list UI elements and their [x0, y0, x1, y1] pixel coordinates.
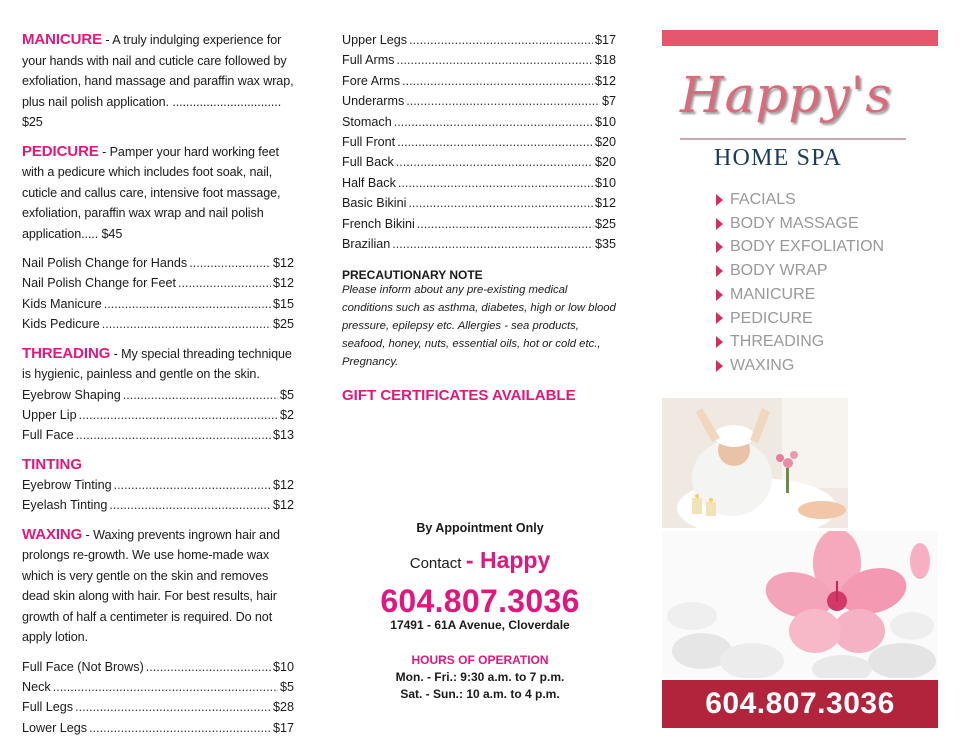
- pedicure-description: - Pamper your hard working feet with a pedicure which includes foot soak, nail, cuticle and callus care, intensive foot massage, exfoliation, paraffin wax wrap and nail polish application..... $45: [22, 144, 281, 241]
- dot-leader: [189, 253, 271, 273]
- price-item-label: Neck: [22, 680, 51, 695]
- service-label: BODY MASSAGE: [730, 214, 859, 232]
- waxing-price-row: [22, 697, 294, 717]
- manicure-section: [22, 30, 294, 133]
- threading-section: [22, 344, 294, 385]
- phone-banner: 604.807.3036: [662, 680, 938, 728]
- price-item-label: Upper Lip: [22, 408, 77, 423]
- contact-line: [370, 547, 590, 574]
- waxing-price-row: [22, 677, 294, 697]
- waxing-price-row: [342, 173, 616, 193]
- waxing-price-row: [342, 71, 616, 91]
- price-item-label: Eyebrow Shaping: [22, 387, 121, 402]
- dot-leader: [402, 71, 593, 91]
- price-value: $2: [279, 408, 294, 423]
- price-value: $12: [272, 477, 294, 492]
- contact-name: - Happy: [465, 547, 551, 573]
- price-value: $20: [594, 155, 616, 170]
- manicure-heading: MANICURE: [22, 31, 103, 48]
- waxing-price-row: [342, 234, 616, 254]
- price-value: $28: [272, 700, 294, 715]
- triangle-bullet-icon: [716, 336, 723, 348]
- price-value: $17: [594, 33, 616, 47]
- dot-leader: [102, 314, 271, 334]
- waxing-price-row: [342, 112, 616, 132]
- dot-leader: [392, 234, 593, 254]
- middle-column: [342, 30, 616, 404]
- services-list: [716, 188, 884, 378]
- waxing-section: [22, 525, 294, 648]
- dot-leader: [76, 425, 271, 445]
- tinting-price-list: [22, 475, 294, 516]
- precautionary-note-text: Please inform about any pre-existing medical conditions such as asthma, diabetes, high or low blood pressure, epilepsy etc. Allergies - sea products, seafood, honey, nuts, essential oils, hot or cold etc., Pregnancy.: [342, 284, 616, 368]
- nail-price-row: [22, 314, 294, 334]
- dot-leader: [114, 475, 271, 495]
- waxing-price-row: [342, 91, 616, 111]
- pedicure-heading: PEDICURE: [22, 142, 99, 160]
- triangle-bullet-icon: [716, 360, 723, 372]
- price-item-label: Full Back: [342, 155, 394, 170]
- left-column: [22, 30, 294, 738]
- brand-subtitle: HOME SPA: [714, 145, 843, 171]
- price-item-label: Eyelash Tinting: [22, 498, 108, 513]
- waxing-price-list: [22, 657, 294, 739]
- dot-leader: [396, 50, 593, 70]
- triangle-bullet-icon: [716, 194, 723, 206]
- price-item-label: Lower Legs: [22, 720, 88, 735]
- waxing-description: - Waxing prevents ingrown hair and prolongs re-growth. We use home-made wax which is very gentle on the skin and removes dead skin along with hair. For best results, hair growth of half a centimeter is required. Do not apply lotion.: [22, 527, 280, 645]
- brand-logo: Happy's: [680, 66, 893, 124]
- waxing-price-row: [342, 152, 616, 172]
- price-item-label: Underarms: [342, 94, 405, 109]
- contact-label: Contact: [409, 555, 462, 572]
- tinting-price-row: [22, 475, 294, 495]
- service-label: PEDICURE: [730, 309, 813, 327]
- waxing-price-row: [22, 718, 294, 738]
- price-item-label: Full Arms: [342, 53, 395, 68]
- price-item-label: Fore Arms: [342, 73, 401, 88]
- price-value: $20: [594, 135, 616, 150]
- dot-leader: [89, 718, 271, 738]
- price-value: $25: [594, 216, 616, 231]
- threading-heading: THREADING: [22, 344, 111, 362]
- hours-weekend: Sat. - Sun.: 10 a.m. to 4 p.m.: [400, 687, 560, 701]
- dot-leader: [398, 173, 593, 193]
- price-value: $17: [272, 720, 294, 735]
- waxing-price-row: [342, 30, 616, 50]
- contact-address: 17491 - 61A Avenue, Cloverdale: [390, 618, 570, 632]
- threading-price-row: [22, 405, 294, 425]
- price-value: $13: [272, 428, 294, 443]
- dot-leader: [417, 214, 593, 234]
- dot-leader: [109, 495, 271, 515]
- price-value: $5: [279, 387, 294, 402]
- waxing-price-row: [342, 214, 616, 234]
- price-value: $25: [272, 317, 294, 332]
- waxing-heading: WAXING: [22, 525, 83, 543]
- dot-leader: [53, 677, 278, 697]
- pedicure-section: [22, 142, 294, 245]
- triangle-bullet-icon: [716, 265, 723, 277]
- price-value: $12: [272, 276, 294, 291]
- waxing-more-price-list: [342, 30, 616, 254]
- service-item: [716, 283, 884, 307]
- service-item: [716, 188, 884, 212]
- logo-divider: [680, 138, 906, 140]
- hours-weekday: Mon. - Fri.: 9:30 a.m. to 7 p.m.: [395, 670, 565, 684]
- dot-leader: [406, 91, 600, 111]
- price-value: $35: [594, 237, 616, 252]
- price-value: $12: [272, 256, 294, 270]
- service-item: [716, 235, 884, 259]
- right-column: [660, 0, 940, 741]
- dot-leader: [146, 657, 271, 677]
- threading-price-row: [22, 385, 294, 405]
- service-label: WAXING: [730, 356, 795, 374]
- threading-price-list: [22, 385, 294, 446]
- service-label: BODY EXFOLIATION: [730, 238, 885, 256]
- price-value: $15: [272, 296, 294, 311]
- orchid-image: [662, 531, 938, 678]
- price-value: $12: [594, 196, 616, 211]
- price-item-label: Upper Legs: [342, 33, 408, 47]
- price-value: $10: [594, 114, 616, 129]
- threading-description: - My special threading technique is hygienic, painless and gentle on the skin.: [22, 346, 292, 382]
- flower-stones-photo: [662, 531, 938, 678]
- precautionary-note-title: PRECAUTIONARY NOTE: [342, 268, 483, 283]
- service-item: [716, 259, 884, 283]
- nail-price-row: [22, 294, 294, 314]
- nail-price-row: [22, 253, 294, 273]
- dot-leader: [394, 112, 593, 132]
- price-value: $18: [594, 53, 616, 68]
- price-value: $5: [279, 680, 294, 695]
- price-value: $10: [272, 659, 294, 674]
- price-item-label: Eyebrow Tinting: [22, 477, 112, 492]
- price-item-label: Kids Manicure: [22, 296, 102, 311]
- service-item: [716, 330, 884, 354]
- service-item: [716, 354, 884, 378]
- manicure-description: - A truly indulging experience for your hands with nail and cuticle care followed by exfoliation, hand massage and paraffin wax wrap, plus nail polish application. ................................ $25: [22, 33, 294, 129]
- price-item-label: Nail Polish Change for Feet: [22, 276, 177, 291]
- top-accent-bar: [662, 30, 938, 46]
- triangle-bullet-icon: [716, 289, 723, 301]
- price-item-label: Brazilian: [342, 237, 391, 252]
- nail-price-list: [22, 253, 294, 335]
- triangle-bullet-icon: [716, 312, 723, 324]
- dot-leader: [397, 132, 593, 152]
- spa-woman-image: [662, 398, 848, 528]
- dot-leader: [409, 30, 593, 50]
- price-value: $10: [594, 175, 616, 190]
- dot-leader: [75, 697, 271, 717]
- nail-price-row: [22, 273, 294, 293]
- dot-leader: [123, 385, 278, 405]
- tinting-heading: TINTING: [22, 455, 82, 473]
- dot-leader: [178, 273, 271, 293]
- hours-title: HOURS OF OPERATION: [411, 653, 549, 667]
- gift-certificates-text: GIFT CERTIFICATES AVAILABLE: [342, 387, 576, 405]
- appointment-text: By Appointment Only: [416, 521, 544, 535]
- price-item-label: Stomach: [342, 114, 392, 129]
- price-item-label: Full Front: [342, 135, 396, 150]
- price-item-label: Basic Bikini: [342, 196, 407, 211]
- price-value: $12: [594, 73, 616, 88]
- price-value: $7: [601, 94, 616, 109]
- triangle-bullet-icon: [716, 218, 723, 230]
- service-label: BODY WRAP: [730, 262, 828, 280]
- price-value: $12: [272, 498, 294, 513]
- dot-leader: [104, 294, 271, 314]
- service-item: [716, 307, 884, 331]
- waxing-price-row: [342, 50, 616, 70]
- dot-leader: [408, 193, 593, 213]
- dot-leader: [79, 405, 278, 425]
- price-item-label: Kids Pedicure: [22, 317, 100, 332]
- service-label: MANICURE: [730, 285, 816, 303]
- service-label: THREADING: [730, 333, 825, 351]
- price-item-label: Nail Polish Change for Hands: [22, 256, 188, 270]
- dot-leader: [396, 152, 593, 172]
- triangle-bullet-icon: [716, 241, 723, 253]
- price-item-label: Full Legs: [22, 700, 74, 715]
- waxing-price-row: [342, 193, 616, 213]
- waxing-price-row: [22, 657, 294, 677]
- contact-phone: 604.807.3036: [380, 583, 580, 619]
- price-item-label: Full Face (Not Brows): [22, 659, 144, 674]
- price-item-label: French Bikini: [342, 216, 415, 231]
- price-item-label: Half Back: [342, 175, 396, 190]
- waxing-price-row: [342, 132, 616, 152]
- service-item: [716, 212, 884, 236]
- spa-woman-photo: [662, 398, 848, 528]
- tinting-price-row: [22, 495, 294, 515]
- threading-price-row: [22, 425, 294, 445]
- price-item-label: Full Face: [22, 428, 74, 443]
- service-label: FACIALS: [730, 191, 796, 208]
